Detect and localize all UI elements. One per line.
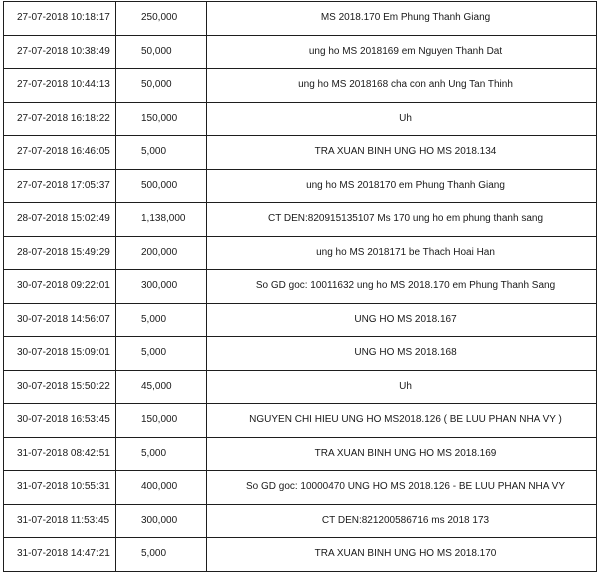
transaction-description-cell [207,102,597,136]
transaction-time: 30-07-2018 16:53:45 [4,404,116,438]
table-row [4,437,597,471]
table-row [4,203,597,237]
transaction-amount: 500,000 [116,169,207,203]
transaction-time: 28-07-2018 15:02:49 [4,203,116,237]
transaction-time: 27-07-2018 10:18:17 [4,2,116,36]
transaction-description-cell [207,504,597,538]
transaction-description-cell [207,270,597,304]
transaction-amount: 5,000 [116,538,207,572]
transaction-amount: 45,000 [116,370,207,404]
transaction-time: 31-07-2018 08:42:51 [4,437,116,471]
table-row [4,270,597,304]
transaction-amount: 50,000 [116,69,207,103]
transaction-description-cell [207,35,597,69]
transaction-description-cell [207,69,597,103]
transaction-table-body [4,2,597,572]
table-row [4,471,597,505]
transaction-amount: 50,000 [116,35,207,69]
transaction-description: ung ho MS 2018170 em Phung Thanh Giang [306,179,505,191]
transaction-amount: 1,138,000 [116,203,207,237]
table-row [4,370,597,404]
transaction-time: 27-07-2018 10:38:49 [4,35,116,69]
transaction-amount: 5,000 [116,437,207,471]
transaction-description-cell [207,236,597,270]
transaction-description: ung ho MS 2018168 cha con anh Ung Tan Thinh [298,79,513,91]
transaction-description-cell [207,2,597,36]
transaction-amount: 150,000 [116,404,207,438]
table-row [4,136,597,170]
transaction-amount: 5,000 [116,136,207,170]
transaction-time: 30-07-2018 14:56:07 [4,303,116,337]
transaction-description-cell [207,404,597,438]
transaction-time: 31-07-2018 14:47:21 [4,538,116,572]
transaction-description: CT DEN:820915135107 Ms 170 ung ho em phung thanh sang [267,213,543,225]
table-row [4,303,597,337]
transaction-description-cell [207,538,597,572]
transaction-time: 30-07-2018 15:50:22 [4,370,116,404]
transaction-description: Uh [399,380,412,392]
table-row [4,404,597,438]
transaction-description: ung ho MS 2018171 be Thach Hoai Han [316,246,495,258]
transaction-description: MS 2018.170 Em Phung Thanh Giang [320,12,491,24]
transaction-amount: 250,000 [116,2,207,36]
table-row [4,35,597,69]
transaction-description-cell [207,136,597,170]
transaction-description: CT DEN:821200586716 ms 2018 173 [321,514,490,526]
table-row [4,538,597,572]
table-row [4,236,597,270]
transaction-description-cell [207,169,597,203]
transaction-amount: 300,000 [116,504,207,538]
transaction-description-cell [207,203,597,237]
transaction-time: 30-07-2018 09:22:01 [4,270,116,304]
transaction-time: 31-07-2018 10:55:31 [4,471,116,505]
transaction-description-cell [207,337,597,371]
table-row [4,2,597,36]
transaction-amount: 400,000 [116,471,207,505]
transaction-amount: 5,000 [116,337,207,371]
transaction-description: So GD goc: 10000470 UNG HO MS 2018.126 - BE LUU PHAN NHA VY [245,481,566,493]
transaction-time: 28-07-2018 15:49:29 [4,236,116,270]
transaction-time: 27-07-2018 16:18:22 [4,102,116,136]
transaction-description-cell [207,370,597,404]
transaction-description: NGUYEN CHI HIEU UNG HO MS2018.126 ( BE LUU PHAN NHA VY ) [249,414,562,426]
transaction-amount: 300,000 [116,270,207,304]
transaction-amount: 5,000 [116,303,207,337]
table-row [4,504,597,538]
transaction-description-cell [207,437,597,471]
transaction-description: TRA XUAN BINH UNG HO MS 2018.134 [314,146,497,158]
transaction-description: TRA XUAN BINH UNG HO MS 2018.170 [314,548,497,560]
transaction-description: Uh [399,112,412,124]
transaction-amount: 150,000 [116,102,207,136]
transaction-time: 27-07-2018 10:44:13 [4,69,116,103]
transaction-description: UNG HO MS 2018.168 [354,347,457,359]
transaction-time: 31-07-2018 11:53:45 [4,504,116,538]
table-row [4,169,597,203]
transaction-description-cell [207,471,597,505]
transaction-description-cell [207,303,597,337]
transaction-time: 27-07-2018 16:46:05 [4,136,116,170]
table-row [4,337,597,371]
transaction-description: ung ho MS 2018169 em Nguyen Thanh Dat [308,45,503,57]
transaction-description: So GD goc: 10011632 ung ho MS 2018.170 em Phung Thanh Sang [255,280,556,292]
transaction-table [3,1,597,572]
transaction-amount: 200,000 [116,236,207,270]
transaction-time: 30-07-2018 15:09:01 [4,337,116,371]
table-row [4,102,597,136]
table-row [4,69,597,103]
transaction-description: UNG HO MS 2018.167 [354,313,457,325]
transaction-description: TRA XUAN BINH UNG HO MS 2018.169 [314,447,497,459]
transaction-time: 27-07-2018 17:05:37 [4,169,116,203]
